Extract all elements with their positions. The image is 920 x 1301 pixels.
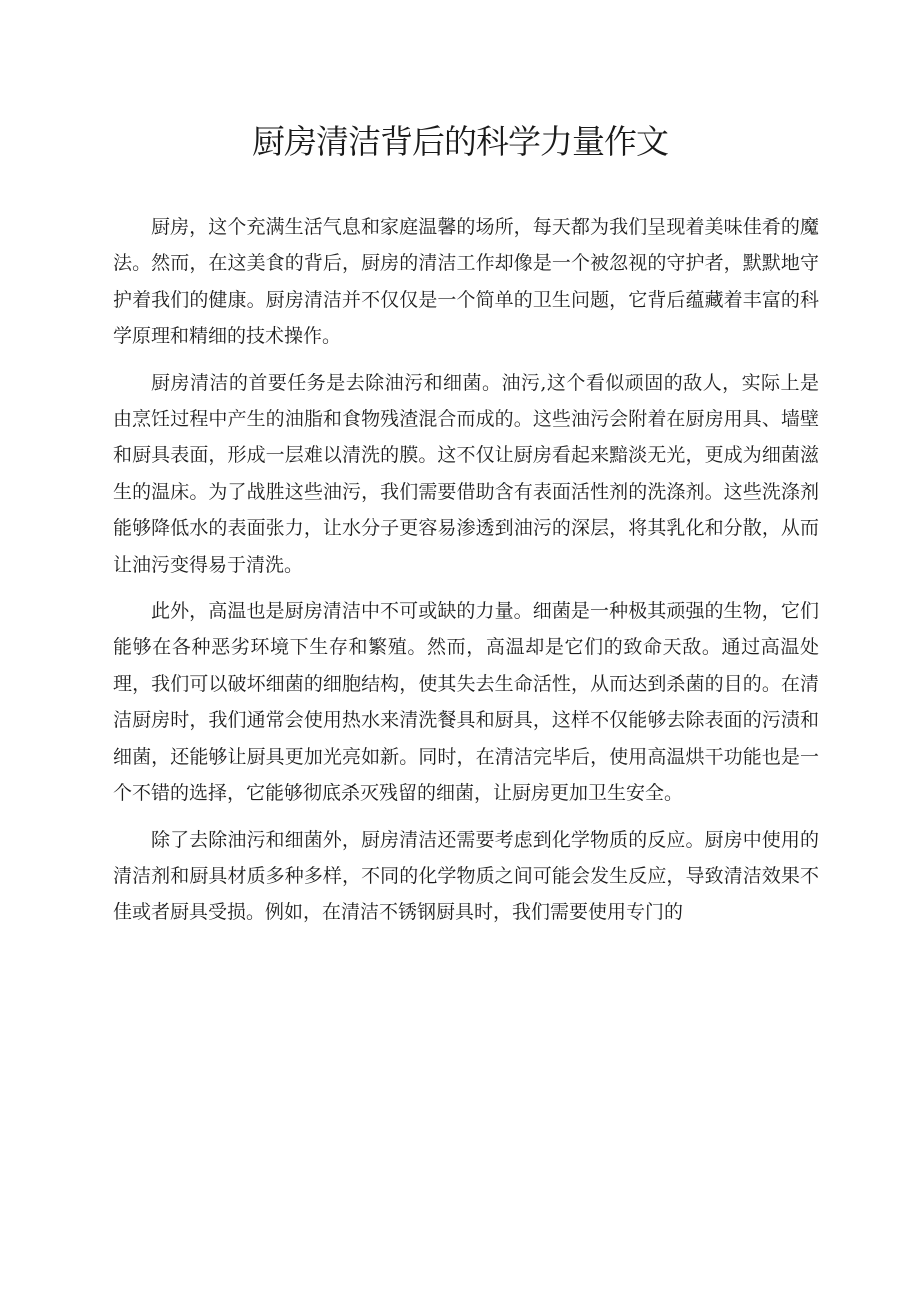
paragraph-2: 厨房清洁的首要任务是去除油污和细菌。油污,这个看似顽固的敌人，实际上是由烹饪过程中产生的油脂和食物残渣混合而成的。这些油污会附着在厨房用具、墙壁和厨具表面，形成一层难以清洗的膜。这不仅让厨房看起来黯淡无光，更成为细菌滋生的温床。为了战胜这些油污，我们需要借助含有表面活性剂的洗涤剂。这些洗涤剂能够降低水的表面张力，让水分子更容易渗透到油污的深层，将其乳化和分散，从而让油污变得易于清洗。	[113, 371, 819, 576]
paragraph-4: 除了去除油污和细菌外，厨房清洁还需要考虑到化学物质的反应。厨房中使用的清洁剂和厨具材质多种多样，不同的化学物质之间可能会发生反应，导致清洁效果不佳或者厨具受损。例如，在清洁不锈钢厨具时，我们需要使用专门的	[113, 828, 819, 924]
document-title: 厨房清洁背后的科学力量作文	[252, 122, 668, 161]
paragraph-1: 厨房，这个充满生活气息和家庭温馨的场所，每天都为我们呈现着美味佳肴的魔法。然而，在这美食的背后，厨房的清洁工作却像是一个被忽视的守护者，默默地守护着我们的健康。厨房清洁并不仅仅是一个简单的卫生问题，它背后蕴藏着丰富的科学原理和精细的技术操作。	[113, 216, 819, 348]
paragraph-3: 此外，高温也是厨房清洁中不可或缺的力量。细菌是一种极其顽强的生物，它们能够在各种恶劣环境下生存和繁殖。然而，高温却是它们的致命天敌。通过高温处理，我们可以破坏细菌的细胞结构，使其失去生命活性，从而达到杀菌的目的。在清洁厨房时，我们通常会使用热水来清洗餐具和厨具，这样不仅能够去除表面的污渍和细菌，还能够让厨具更加光亮如新。同时，在清洁完毕后，使用高温烘干功能也是一个不错的选择，它能够彻底杀灭残留的细菌，让厨房更加卫生安全。	[113, 600, 819, 805]
document-body	[113, 209, 819, 941]
